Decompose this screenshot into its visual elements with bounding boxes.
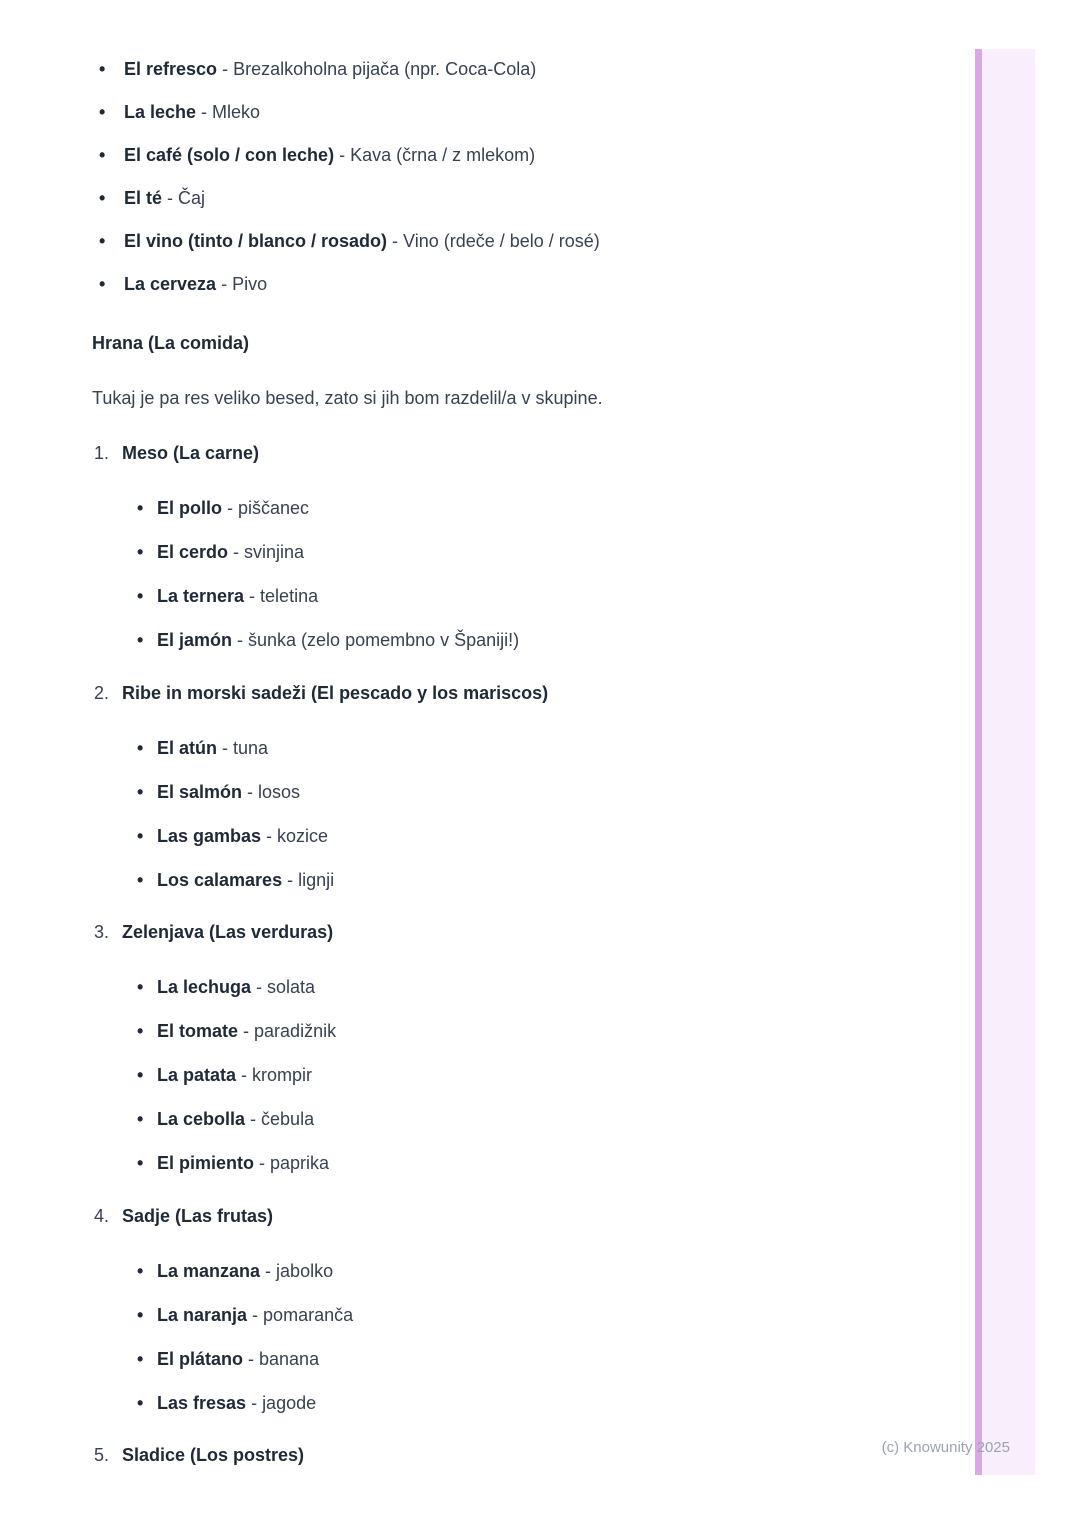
vocab-list-item <box>92 186 902 210</box>
vocab-term: El cerdo <box>157 542 229 562</box>
copyright-footer: (c) Knowunity 2025 <box>881 1439 1010 1456</box>
vocab-term: El refresco <box>124 59 218 79</box>
vocab-list-item <box>122 496 902 520</box>
vocab-translation: Mleko <box>212 102 261 122</box>
vocab-translation: lignji <box>298 869 335 890</box>
vocab-separator: - <box>216 274 233 294</box>
vocab-separator: - <box>245 1109 262 1129</box>
vocab-translation: Vino (rdeče / belo / rosé) <box>403 231 600 251</box>
vocab-list-item <box>122 975 902 999</box>
vocab-list-item <box>122 824 902 848</box>
vocab-separator: - <box>244 586 261 606</box>
vocab-translation: banana <box>259 1348 320 1369</box>
vocab-translation: paprika <box>270 1153 330 1173</box>
vocab-separator: - <box>217 59 234 79</box>
vocab-translation: Čaj <box>178 188 206 208</box>
vocab-term: La ternera <box>157 586 245 606</box>
vocab-term: La cerveza <box>124 274 217 294</box>
food-group-number: 3. <box>94 922 110 942</box>
vocab-separator: - <box>260 1260 277 1281</box>
food-group <box>92 1204 902 1415</box>
food-group-number: 4. <box>94 1205 110 1226</box>
vocab-term: El jamón <box>157 630 233 650</box>
vocab-term: El café (solo / con leche) <box>124 145 335 165</box>
food-group-vocab-list <box>122 736 902 892</box>
vocab-translation: pomaranča <box>263 1304 354 1325</box>
vocab-term: El atún <box>157 737 218 758</box>
vocab-separator: - <box>196 102 213 122</box>
vocab-separator: - <box>251 977 268 997</box>
vocab-term: Las fresas <box>157 1392 247 1413</box>
vocab-translation: čebula <box>261 1109 315 1129</box>
vocab-term: La leche <box>124 102 197 122</box>
vocab-separator: - <box>242 781 259 802</box>
vocab-list-item <box>122 1063 902 1087</box>
vocab-term: La manzana <box>157 1260 261 1281</box>
vocab-separator: - <box>334 145 351 165</box>
document-content <box>92 0 902 1467</box>
vocab-term: La cebolla <box>157 1109 246 1129</box>
vocab-translation: svinjina <box>244 542 305 562</box>
food-group-vocab-list <box>122 975 902 1175</box>
vocab-translation: jabolko <box>276 1260 334 1281</box>
vocab-term: El tomate <box>157 1021 239 1041</box>
vocab-term: El pollo <box>157 498 222 518</box>
vocab-translation: krompir <box>252 1065 313 1085</box>
vocab-list-item <box>122 1151 902 1175</box>
food-group <box>92 681 902 892</box>
vocab-translation: Kava (črna / z mlekom) <box>350 145 536 165</box>
vocab-separator: - <box>247 1304 264 1325</box>
food-group <box>92 441 902 652</box>
vocab-translation: paradižnik <box>254 1021 337 1041</box>
food-group-number: 5. <box>94 1445 110 1465</box>
vocab-translation: šunka (zelo pomembno v Španiji!) <box>248 630 520 650</box>
vocab-translation: kozice <box>277 825 329 846</box>
vocab-separator: - <box>232 630 249 650</box>
vocab-translation: solata <box>267 977 316 997</box>
vocab-list-item <box>92 57 902 81</box>
food-group <box>92 1443 902 1467</box>
vocab-separator: - <box>243 1348 260 1369</box>
vocab-separator: - <box>238 1021 255 1041</box>
vocab-separator: - <box>162 188 179 208</box>
vocab-list-item <box>122 868 902 892</box>
vocab-list-item <box>122 780 902 804</box>
vocab-term: El pimiento <box>157 1153 255 1173</box>
vocab-list-item <box>122 1019 902 1043</box>
vocab-term: La naranja <box>157 1304 248 1325</box>
vocab-separator: - <box>387 231 404 251</box>
food-group-title: Meso (La carne) <box>122 443 260 463</box>
page-edge-stripe <box>975 49 1035 1475</box>
vocab-translation: losos <box>258 781 301 802</box>
food-groups-list <box>92 441 902 1467</box>
vocab-separator: - <box>228 542 245 562</box>
food-group-vocab-list <box>122 496 902 652</box>
food-group-title: Sadje (Las frutas) <box>122 1205 274 1226</box>
vocab-list-item <box>122 1391 902 1415</box>
vocab-separator: - <box>261 825 278 846</box>
vocab-separator: - <box>254 1153 271 1173</box>
vocab-list-item <box>122 628 902 652</box>
food-group-title: Sladice (Los postres) <box>122 1445 305 1465</box>
vocab-translation: tuna <box>233 737 269 758</box>
vocab-translation: piščanec <box>238 498 310 518</box>
vocab-term: El té <box>124 188 163 208</box>
vocab-translation: jagode <box>262 1392 317 1413</box>
vocab-term: La lechuga <box>157 977 252 997</box>
vocab-list-item <box>92 100 902 124</box>
vocab-list-item <box>122 584 902 608</box>
vocab-list-item <box>122 540 902 564</box>
vocab-list-item <box>122 736 902 760</box>
food-group-number: 1. <box>94 443 110 463</box>
vocab-list-item <box>122 1347 902 1371</box>
vocab-term: El plátano <box>157 1348 244 1369</box>
food-group-vocab-list <box>122 1259 902 1415</box>
food-group-title: Ribe in morski sadeži (El pescado y los mariscos) <box>122 682 549 703</box>
vocab-list-item <box>92 143 902 167</box>
vocab-term: El vino (tinto / blanco / rosado) <box>124 231 388 251</box>
vocab-separator: - <box>222 498 238 518</box>
food-group-number: 2. <box>94 682 110 703</box>
vocab-term: La patata <box>157 1065 237 1085</box>
vocab-translation: teletina <box>260 586 319 606</box>
vocab-list-item <box>122 1259 902 1283</box>
vocab-translation: Brezalkoholna pijača (npr. Coca-Cola) <box>233 59 537 79</box>
vocab-separator: - <box>236 1065 253 1085</box>
vocab-term: Los calamares <box>157 869 283 890</box>
vocab-separator: - <box>246 1392 263 1413</box>
vocab-list-item <box>92 272 902 296</box>
vocab-term: El salmón <box>157 781 243 802</box>
section-heading: Hrana (La comida) <box>92 333 250 353</box>
drinks-vocab-list <box>92 57 902 296</box>
food-group <box>92 920 902 1175</box>
intro-paragraph: Tukaj je pa res veliko besed, zato si jih bom razdelil/a v skupine. <box>92 388 603 408</box>
vocab-separator: - <box>282 869 299 890</box>
vocab-translation: Pivo <box>232 274 268 294</box>
vocab-term: Las gambas <box>157 825 262 846</box>
vocab-list-item <box>122 1107 902 1131</box>
vocab-separator: - <box>217 737 234 758</box>
vocab-list-item <box>122 1303 902 1327</box>
vocab-list-item <box>92 229 902 253</box>
food-group-title: Zelenjava (Las verduras) <box>122 922 334 942</box>
